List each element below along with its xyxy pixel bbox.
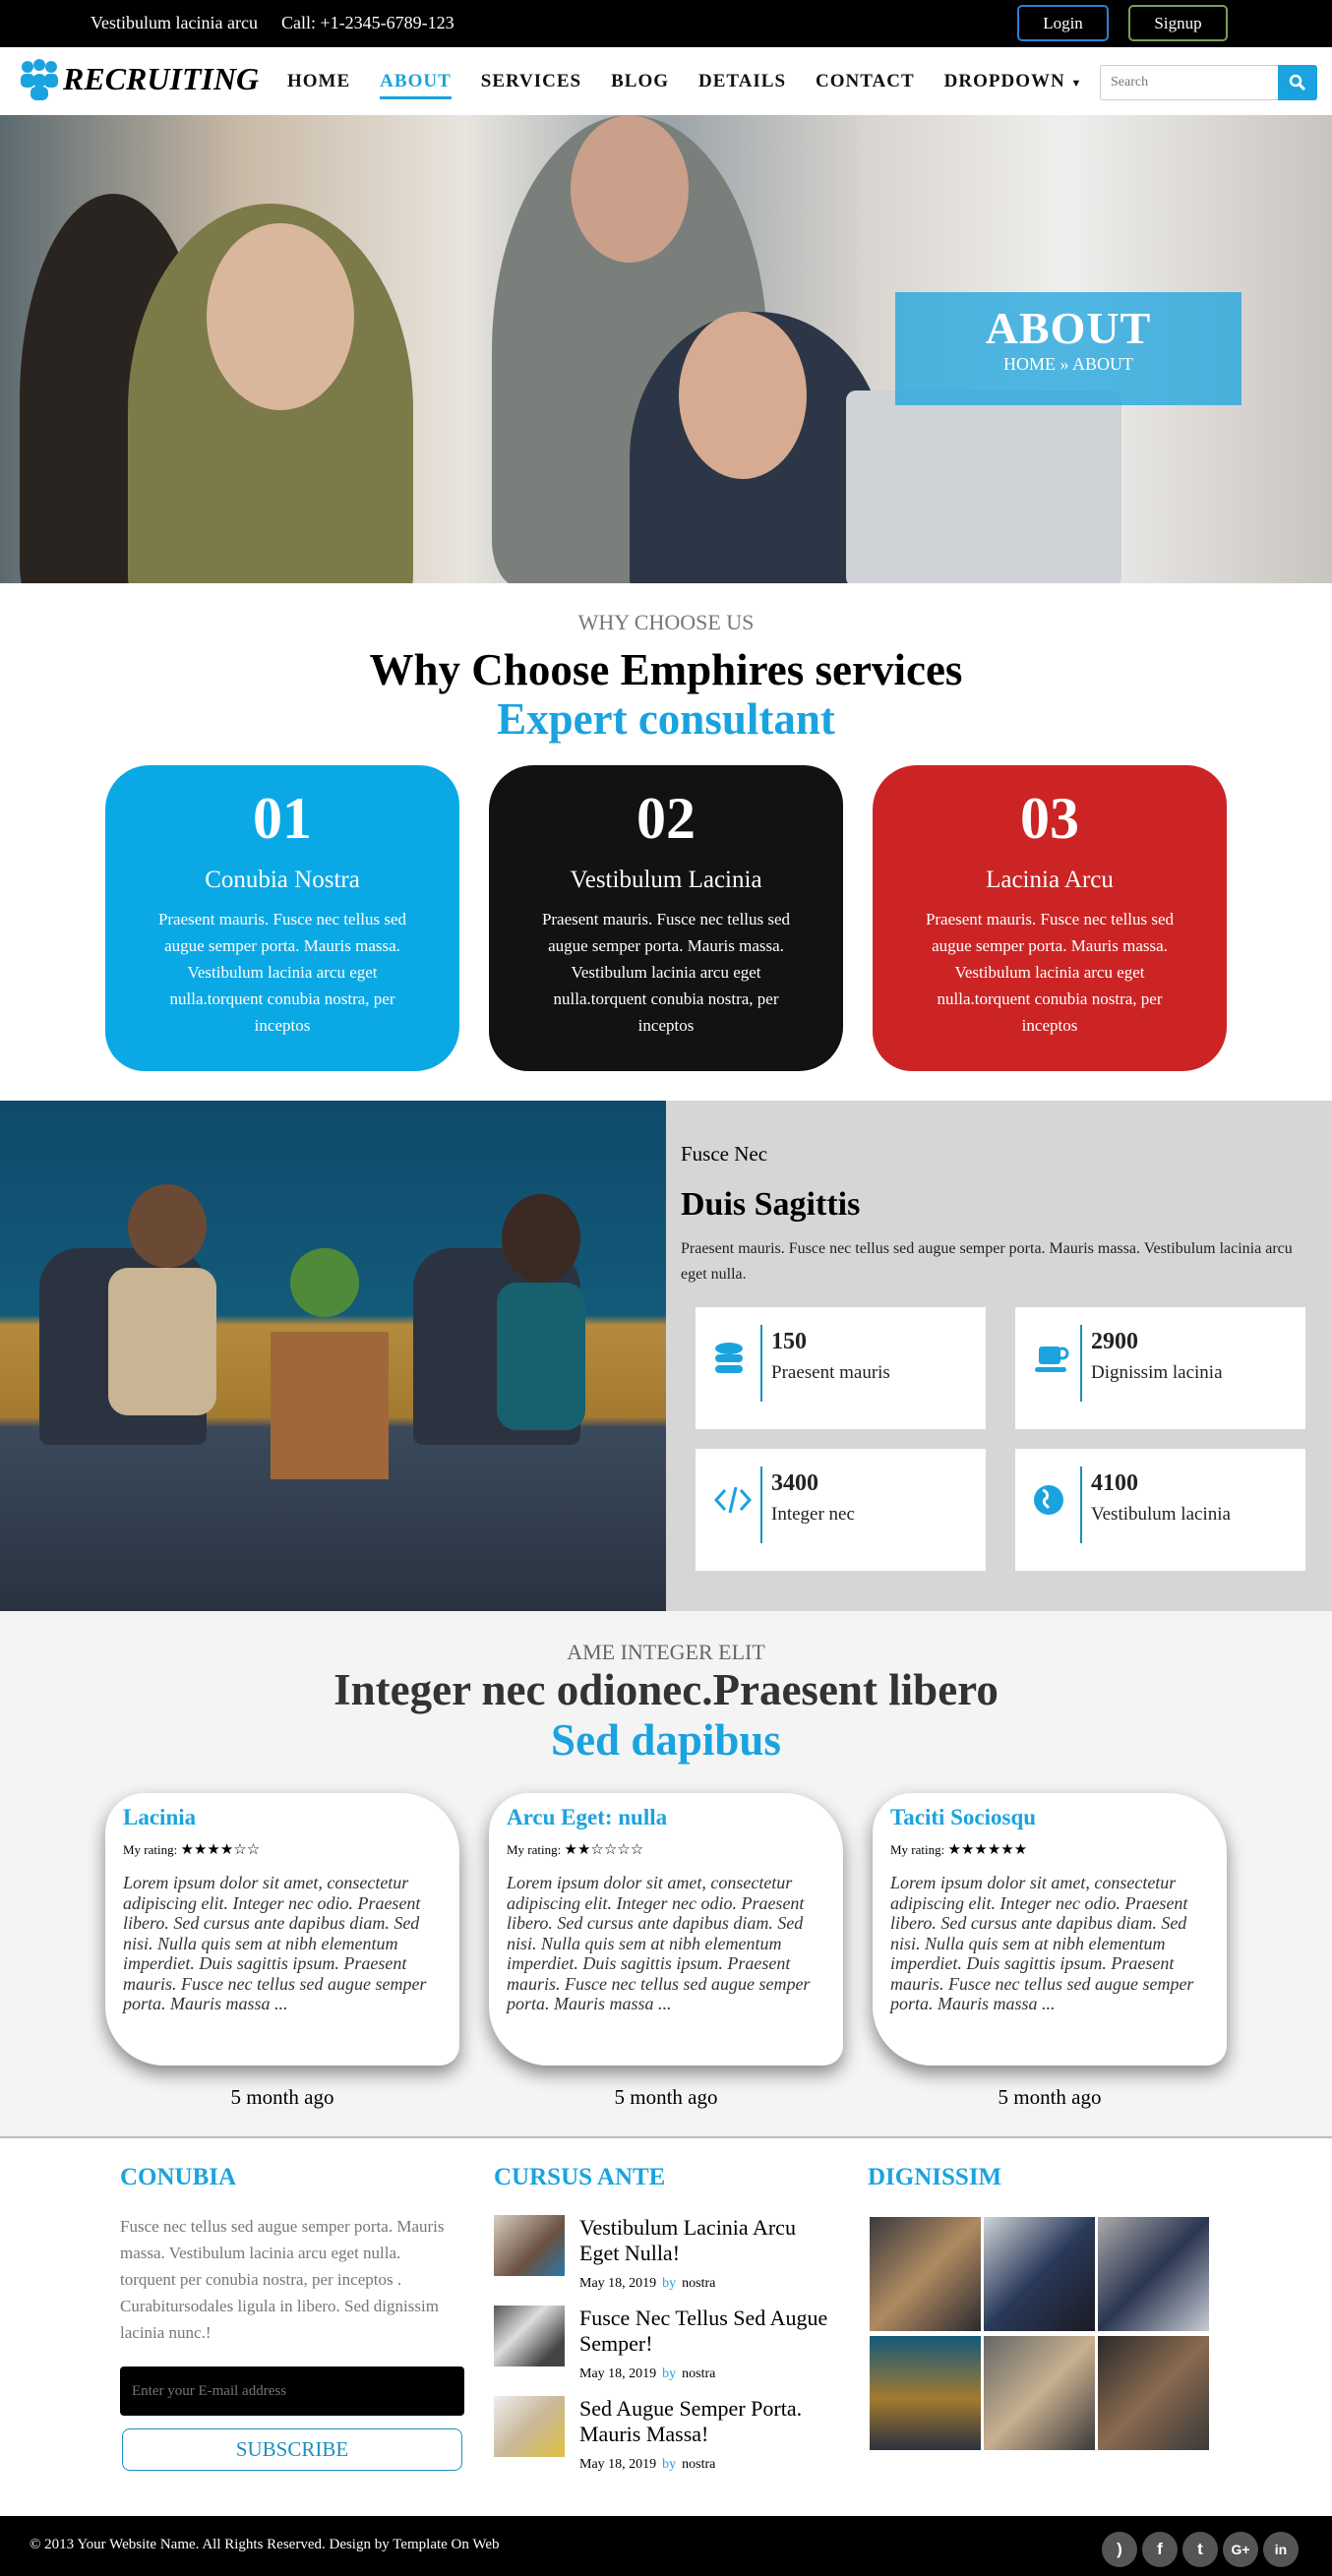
post-by: by — [662, 2276, 677, 2291]
facebook-icon[interactable]: f — [1142, 2532, 1178, 2567]
star-rating: ★★★★★★ — [947, 1842, 1028, 1858]
nav-services[interactable]: SERVICES — [480, 71, 582, 91]
testimonial-card — [489, 1793, 843, 2066]
feature-card — [105, 765, 459, 1071]
stat-value: 150 — [771, 1329, 807, 1354]
post-meta — [579, 2457, 715, 2473]
post-date: May 18, 2019 — [579, 2276, 657, 2291]
testimonial-card — [105, 1793, 459, 2066]
star-rating: ★★☆☆☆☆ — [564, 1842, 644, 1858]
testimonial-time: 5 month ago — [230, 2085, 334, 2109]
feature-card — [489, 765, 843, 1071]
database-icon — [713, 1339, 753, 1378]
post-author[interactable]: nostra — [682, 2276, 716, 2291]
footer-bottom-bar — [0, 2516, 1332, 2576]
hero-banner — [0, 115, 1332, 583]
feature-text: Praesent mauris. Fusce nec tellus sed augue semper porta. Mauris massa. Vestibulum lacinia arcu eget nulla.torquent conubia nostra, per inceptos — [925, 910, 1175, 1035]
footer-about-text: Fusce nec tellus sed augue semper porta. Mauris massa. Vestibulum lacinia arcu eget nulla. torquent per conubia nostra, per inceptos . Curabitursodales ligula in libero. Sed dignissim lacinia nunc.! — [120, 2217, 445, 2342]
twitter-icon[interactable]: t — [1182, 2532, 1218, 2567]
stat-label: Praesent mauris — [771, 1362, 890, 1383]
nav-details[interactable]: DETAILS — [698, 71, 787, 91]
testimonial-name: Lacinia — [123, 1805, 197, 1829]
search-button[interactable] — [1278, 65, 1317, 100]
rating-label: My rating: — [507, 1842, 562, 1857]
rating — [507, 1840, 825, 1859]
globe-icon — [1033, 1480, 1072, 1520]
phone: Call: +1-2345-6789-123 — [280, 13, 454, 32]
testimonial-text: Lorem ipsum dolor sit amet, consectetur adipiscing elit. Integer nec odio. Praesent libero. Sed cursus ante dapibus diam. Sed nisi. Nulla quis sem at nibh elementum imperdiet. Duis sagittis ipsum. Praesent mauris. Fusce nec tellus sed augue semper porta. Mauris massa ... — [507, 1873, 811, 2013]
subscribe-button[interactable]: SUBSCRIBE — [122, 2428, 462, 2471]
post-author[interactable]: nostra — [682, 2366, 716, 2381]
post-meta — [579, 2276, 715, 2292]
post-thumbnail — [494, 2215, 565, 2276]
stat-card — [696, 1307, 986, 1429]
post-meta — [579, 2366, 715, 2382]
logo[interactable] — [18, 57, 259, 100]
feature-title: Vestibulum Lacinia — [570, 867, 762, 893]
stat-value: 3400 — [771, 1470, 818, 1496]
nav-home[interactable]: HOME — [287, 71, 351, 91]
testimonials-title: Integer nec odionec.Praesent libero — [333, 1665, 999, 1714]
page-title-box — [895, 292, 1241, 405]
search-input[interactable] — [1100, 65, 1279, 100]
testimonial-text: Lorem ipsum dolor sit amet, consectetur adipiscing elit. Integer nec odio. Praesent libero. Sed cursus ante dapibus diam. Sed nisi. Nulla quis sem at nibh elementum imperdiet. Duis sagittis ipsum. Praesent mauris. Fusce nec tellus sed augue semper porta. Mauris massa ... — [890, 1873, 1194, 2013]
post-author[interactable]: nostra — [682, 2457, 716, 2472]
stat-label: Vestibulum lacinia — [1091, 1504, 1231, 1525]
why-title: Why Choose Emphires services — [369, 645, 963, 694]
feature-text: Praesent mauris. Fusce nec tellus sed augue semper porta. Mauris massa. Vestibulum lacinia arcu eget nulla.torquent conubia nostra, per inceptos — [541, 910, 791, 1035]
nav-about[interactable]: ABOUT — [380, 71, 452, 99]
stat-card — [696, 1449, 986, 1571]
rss-icon[interactable]: ) — [1102, 2532, 1137, 2567]
testimonial-text: Lorem ipsum dolor sit amet, consectetur adipiscing elit. Integer nec odio. Praesent libero. Sed cursus ante dapibus diam. Sed nisi. Nulla quis sem at nibh elementum imperdiet. Duis sagittis ipsum. Praesent mauris. Fusce nec tellus sed augue semper porta. Mauris massa ... — [123, 1873, 427, 2013]
copyright: © 2013 Your Website Name. All Rights Reserved. Design by Template On Web — [30, 2537, 500, 2552]
code-icon — [713, 1480, 753, 1520]
rating-label: My rating: — [123, 1842, 178, 1857]
meeting-photo — [0, 1101, 666, 1611]
stat-label: Dignissim lacinia — [1091, 1362, 1223, 1383]
about-title: Duis Sagittis — [681, 1186, 861, 1223]
search-icon — [1289, 74, 1306, 91]
about-panel — [666, 1101, 1332, 1611]
linkedin-icon[interactable]: in — [1263, 2532, 1299, 2567]
why-eyebrow: WHY CHOOSE US — [577, 610, 755, 634]
about-eyebrow: Fusce Nec — [681, 1142, 768, 1166]
testimonial-name: Arcu Eget: nulla — [507, 1805, 668, 1829]
about-text: Praesent mauris. Fusce nec tellus sed augue semper porta. Mauris massa. Vestibulum lacinia arcu eget nulla. — [681, 1240, 1293, 1283]
recent-post[interactable] — [494, 2396, 828, 2494]
testimonial-time: 5 month ago — [614, 2085, 718, 2109]
feature-number: 03 — [1020, 786, 1079, 851]
rating-label: My rating: — [890, 1842, 945, 1857]
menu — [287, 71, 1112, 99]
nav-blog[interactable]: BLOG — [611, 71, 670, 91]
page-title: ABOUT — [985, 303, 1152, 353]
footer-heading: CURSUS ANTE — [494, 2164, 666, 2190]
stat-card — [1015, 1307, 1305, 1429]
login-button[interactable]: Login — [1017, 5, 1109, 41]
gallery-image[interactable] — [870, 2336, 981, 2450]
post-thumbnail — [494, 2306, 565, 2366]
feature-text: Praesent mauris. Fusce nec tellus sed augue semper porta. Mauris massa. Vestibulum lacinia arcu eget nulla.torquent conubia nostra, per inceptos — [157, 910, 407, 1035]
testimonial-name: Taciti Sociosqu — [890, 1805, 1037, 1829]
recent-post[interactable] — [494, 2215, 828, 2313]
gallery-image[interactable] — [870, 2217, 981, 2331]
recent-post[interactable] — [494, 2306, 828, 2404]
testimonial-time: 5 month ago — [998, 2085, 1102, 2109]
why-subtitle: Expert consultant — [497, 694, 835, 744]
stat-card — [1015, 1449, 1305, 1571]
testimonials-subtitle: Sed dapibus — [551, 1715, 781, 1765]
post-date: May 18, 2019 — [579, 2366, 657, 2381]
nav-dropdown[interactable] — [944, 71, 1083, 99]
post-date: May 18, 2019 — [579, 2457, 657, 2472]
post-title[interactable]: Fusce Nec Tellus Sed Augue Semper! — [579, 2306, 828, 2356]
google-plus-icon[interactable]: G+ — [1223, 2532, 1258, 2567]
rating — [890, 1840, 1209, 1859]
users-logo-icon — [18, 57, 61, 100]
main-nav — [0, 47, 1332, 115]
feature-number: 01 — [253, 786, 312, 851]
post-title[interactable]: Vestibulum Lacinia Arcu Eget Nulla! — [579, 2215, 796, 2265]
stat-value: 4100 — [1091, 1470, 1138, 1496]
post-thumbnail — [494, 2396, 565, 2457]
top-bar — [0, 0, 1332, 47]
feature-title: Conubia Nostra — [205, 867, 360, 893]
testimonials-eyebrow: AME INTEGER ELIT — [567, 1640, 765, 1664]
gallery-image[interactable] — [1098, 2217, 1209, 2331]
breadcrumb — [895, 354, 1241, 375]
signup-button[interactable]: Signup — [1128, 5, 1228, 41]
stat-value: 2900 — [1091, 1329, 1138, 1354]
breadcrumb-current: ABOUT — [1072, 354, 1133, 374]
testimonial-card — [873, 1793, 1227, 2066]
post-by: by — [662, 2457, 677, 2472]
stat-label: Integer nec — [771, 1504, 855, 1525]
logo-text: RECRUITING — [63, 60, 260, 96]
nav-dropdown-label: DROPDOWN — [943, 71, 1065, 91]
coffee-cup-icon — [1033, 1339, 1072, 1378]
gallery-image[interactable] — [1098, 2336, 1209, 2450]
email-input[interactable] — [120, 2366, 464, 2416]
post-by: by — [662, 2366, 677, 2381]
nav-contact[interactable]: CONTACT — [816, 71, 915, 91]
rating — [123, 1840, 442, 1859]
breadcrumb-home[interactable]: HOME — [1002, 354, 1056, 374]
feature-card — [873, 765, 1227, 1071]
gallery-image[interactable] — [984, 2336, 1095, 2450]
caret-down-icon: ▼ — [1070, 78, 1083, 90]
feature-number: 02 — [636, 786, 696, 851]
post-title[interactable]: Sed Augue Semper Porta. Mauris Massa! — [579, 2396, 803, 2446]
footer-heading: DIGNISSIM — [868, 2164, 1002, 2190]
footer-heading: CONUBIA — [120, 2164, 237, 2190]
gallery-image[interactable] — [984, 2217, 1095, 2331]
tagline: Vestibulum lacinia arcu — [91, 13, 258, 32]
star-rating: ★★★★☆☆ — [180, 1842, 261, 1858]
feature-title: Lacinia Arcu — [986, 867, 1114, 893]
breadcrumb-separator: » — [1060, 354, 1069, 374]
